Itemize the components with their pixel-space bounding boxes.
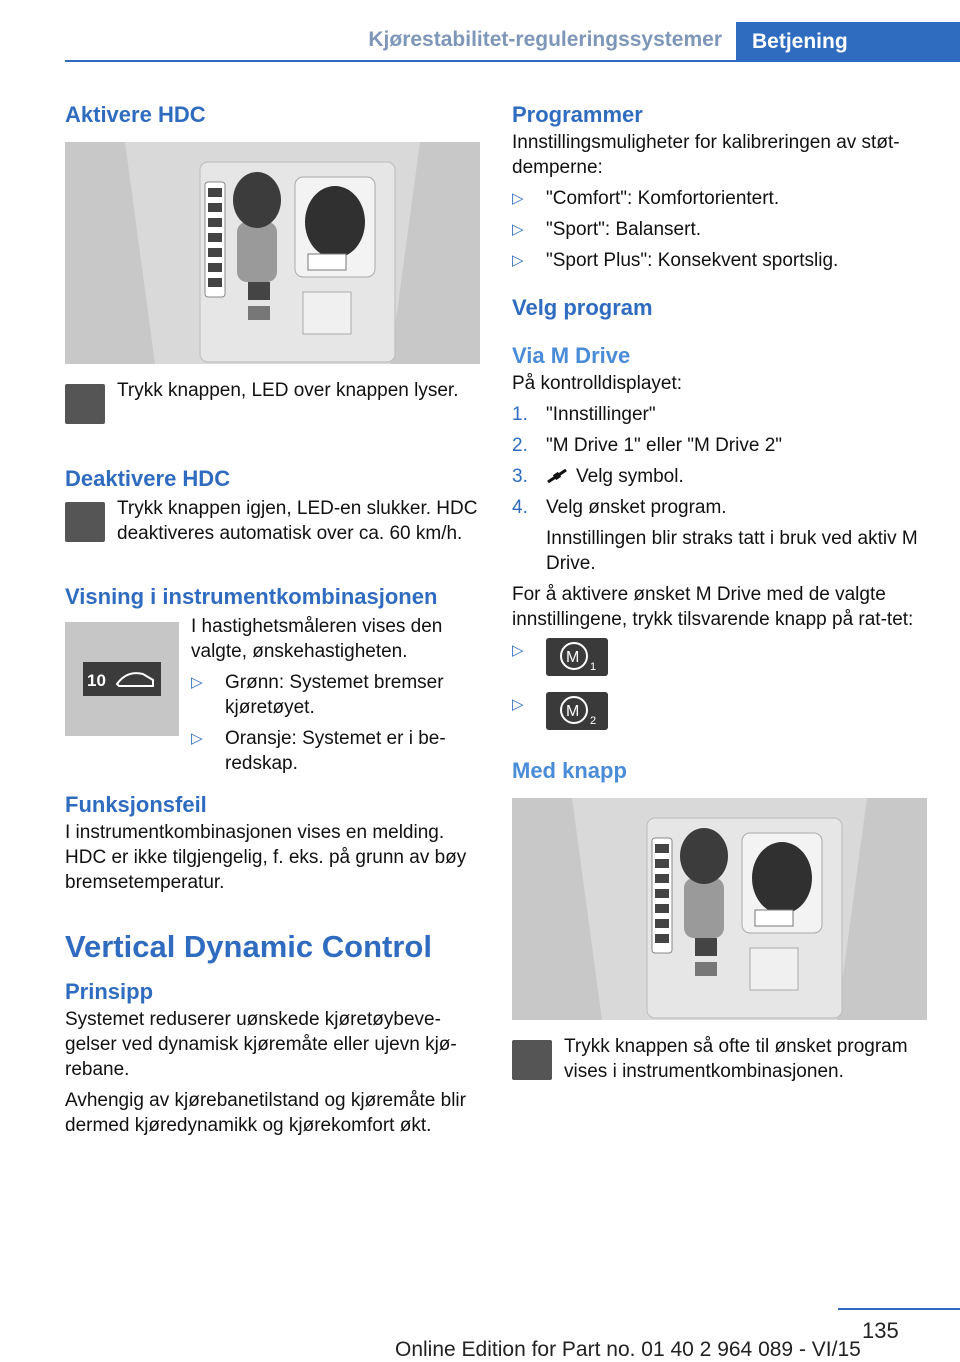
fault-text: I instrumentkombinasjonen vises en melding. HDC er ikke tilgjengelig, f. eks. på grunn av bøy bremsetemperatur. [65, 822, 467, 893]
heading-display: Visning i instrumentkombinasjonen [65, 584, 438, 609]
heading-activate-hdc: Aktivere HDC [65, 102, 206, 127]
heading-principle: Prinsipp [65, 979, 154, 1004]
heading-fault: Funksjonsfeil [65, 792, 207, 817]
deactivate-row [65, 496, 480, 558]
center-console-photo [512, 798, 927, 1020]
m-drive-2-icon [546, 692, 608, 730]
heading-select-program: Velg program [512, 295, 653, 320]
hdc-speed-value: 10 [87, 671, 106, 690]
list-item: ▷ "Sport": Balansert. [512, 217, 927, 242]
list-item: 3. Velg symbol. [512, 466, 684, 487]
hdc-button-icon [65, 502, 105, 542]
principle-text-1: Systemet reduserer uønskede kjøretøybeve-gelser ved dynamisk kjøremåte eller ujevn kjø-rebane. [65, 1009, 457, 1080]
display-list [191, 670, 481, 776]
select-intro: På kontrolldisplayet: [512, 373, 683, 394]
heading-with-button: Med knapp [512, 758, 627, 783]
heading-via-m-drive: Via M Drive [512, 343, 631, 368]
display-row [65, 614, 480, 774]
shock-absorber-icon [546, 468, 568, 484]
svg-text:2: 2 [590, 715, 597, 727]
section-tab: Betjening [736, 22, 960, 62]
heading-programs: Programmer [512, 102, 643, 127]
svg-text:M: ▷ M [566, 703, 580, 720]
display-intro: I hastighetsmåleren vises den valgte, ønskehastigheten. [191, 616, 443, 662]
left-column [65, 100, 480, 1138]
svg-text:1: 1 [590, 661, 597, 673]
list-item: ▷ Oransje: Systemet er i be-redskap. [191, 726, 481, 776]
principle-text-2: Avhengig av kjørebanetilstand og kjøremåte blir dermed kjøredynamikk og kjørekomfort økt. [65, 1090, 466, 1136]
shock-absorber-button-icon [512, 1040, 552, 1080]
select-after: For å aktivere ønsket M Drive med de valgte innstillingene, trykk tilsvarende knapp på rat-tet: [512, 584, 914, 630]
button-row [512, 1034, 927, 1096]
activate-row [65, 378, 480, 440]
m-drive-1-icon [546, 638, 608, 676]
programs-intro: Innstillingsmuligheter for kalibreringen av støt-demperne: [512, 132, 900, 178]
page-number: 135 [862, 1318, 899, 1343]
activate-text: Trykk knappen, LED over knappen lyser. [117, 380, 459, 401]
list-item: 2. "M Drive 1" eller "M Drive 2" [512, 435, 783, 456]
display-text [191, 614, 481, 776]
m-buttons-list [512, 638, 927, 740]
list-item: ▷ "Sport Plus": Konsekvent sportslig. [512, 248, 927, 273]
list-item [512, 692, 927, 740]
hdc-speed-icon [83, 662, 161, 696]
list-item: ▷ Grønn: Systemet bremser kjøretøyet. [191, 670, 481, 720]
footer-edition: Online Edition for Part no. 01 40 2 964 089 - VI/15 [395, 1338, 861, 1361]
header-rule [65, 60, 960, 62]
center-console-photo [65, 142, 480, 364]
deactivate-text: Trykk knappen igjen, LED-en slukker. HDC deaktiveres automatisk over ca. 60 km/h. [117, 498, 478, 544]
list-item: 4. Velg ønsket program. [512, 497, 727, 518]
footer-rule [838, 1308, 960, 1310]
heading-deactivate-hdc: Deaktivere HDC [65, 466, 231, 491]
breadcrumb: Kjørestabilitet-reguleringssystemer [368, 28, 722, 51]
page-header [65, 0, 960, 62]
button-text: Trykk knappen så ofte til ønsket program vises i instrumentkombinasjonen. [564, 1036, 908, 1082]
step4-note: Innstillingen blir straks tatt i bruk ved aktiv M Drive. [546, 528, 918, 574]
list-item [512, 638, 927, 686]
list-item: 1. "Innstillinger" [512, 404, 656, 425]
list-item: ▷ "Comfort": Komfortorientert. [512, 186, 927, 211]
hdc-button-icon [65, 384, 105, 424]
right-column [512, 100, 927, 1096]
heading-vdc: Vertical Dynamic Control [65, 929, 432, 964]
steps-list [512, 402, 927, 520]
speedometer-display-image [65, 622, 179, 736]
svg-text:M: ▷ M [566, 649, 580, 666]
programs-list [512, 186, 927, 273]
